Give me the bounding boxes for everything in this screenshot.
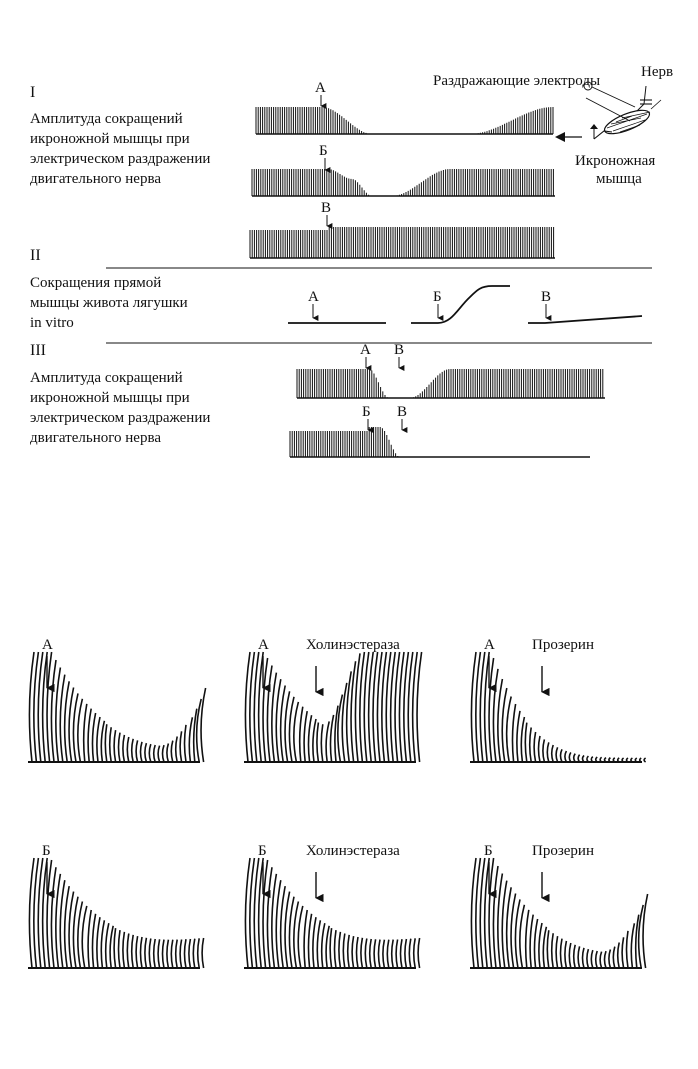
bottom-panel-2 xyxy=(244,637,422,762)
part2-description-line-2: мышцы живота лягушки xyxy=(30,295,188,311)
panel-marker-label: А xyxy=(258,637,269,653)
apparatus-muscle-label-2: мышца xyxy=(596,171,642,187)
section-label-ii: II xyxy=(30,247,41,264)
panel-marker-label: Б xyxy=(42,843,51,859)
trace-ii-c xyxy=(528,316,642,323)
marker-i-c: В xyxy=(321,200,332,216)
bottom-panel-3 xyxy=(470,637,646,762)
part2-description-line-3: in vitro xyxy=(30,315,74,331)
bottom-panels xyxy=(28,637,648,968)
part3-description-line-3: электрическом раздражении xyxy=(30,410,211,426)
bottom-panel-5 xyxy=(244,843,420,968)
part3-description-line-1: Амплитуда сокращений xyxy=(30,370,183,386)
part3-description-line-2: икроножной мышцы при xyxy=(30,390,190,406)
bottom-panel-6 xyxy=(470,843,648,968)
section-label-i: I xyxy=(30,84,36,101)
panel-marker-label: А xyxy=(42,637,53,653)
panel-agent-label: Холинэстераза xyxy=(306,843,400,859)
contraction-strokes xyxy=(297,369,603,398)
marker-i-b: Б xyxy=(319,143,328,159)
part1-description-line-1: Амплитуда сокращений xyxy=(30,111,183,127)
contraction-strokes xyxy=(250,227,554,258)
contraction-strokes xyxy=(471,858,647,968)
contraction-strokes xyxy=(29,652,205,762)
marker-iii-row1-a: А xyxy=(360,342,371,358)
panel-agent-label: Прозерин xyxy=(532,637,594,653)
marker-iii-row2-c: В xyxy=(397,404,408,420)
bottom-panel-1 xyxy=(28,637,206,762)
panel-marker-label: А xyxy=(484,637,495,653)
contraction-strokes xyxy=(29,858,203,968)
part2-description-line-1: Сокращения прямой xyxy=(30,275,162,291)
section-label-iii: III xyxy=(30,342,46,359)
panel-agent-label: Прозерин xyxy=(532,843,594,859)
trace-i-c xyxy=(250,227,555,258)
marker-i-a: А xyxy=(315,80,326,96)
contraction-strokes xyxy=(245,652,421,762)
part1-description-line-4: двигательного нерва xyxy=(30,171,161,187)
apparatus-muscle-label-1: Икроножная xyxy=(575,153,656,169)
contraction-strokes xyxy=(252,169,553,196)
marker-ii-a: А xyxy=(308,289,319,305)
marker-iii-row2-b: Б xyxy=(362,404,371,420)
part3-description-line-4: двигательного нерва xyxy=(30,430,161,446)
panel-marker-label: Б xyxy=(258,843,267,859)
marker-iii-row1-c: В xyxy=(394,342,405,358)
trace-ii-b xyxy=(411,286,510,323)
panel-marker-label: Б xyxy=(484,843,493,859)
apparatus-electrodes-label: Раздражающие электроды xyxy=(433,73,601,89)
panel-agent-label: Холинэстераза xyxy=(306,637,400,653)
marker-ii-b: Б xyxy=(433,289,442,305)
part1-description-line-3: электрическом раздражении xyxy=(30,151,211,167)
marker-ii-c: В xyxy=(541,289,552,305)
trace-iii-b xyxy=(290,427,590,457)
bottom-panel-4 xyxy=(28,843,204,968)
apparatus-nerve-label: Нерв xyxy=(641,64,674,80)
contraction-strokes xyxy=(245,858,419,968)
trace-iii-a xyxy=(297,369,605,398)
trace-i-b xyxy=(252,169,555,196)
contraction-strokes xyxy=(290,427,398,457)
contraction-strokes xyxy=(256,107,553,134)
trace-i-a xyxy=(256,107,553,134)
contraction-strokes xyxy=(471,652,645,762)
part1-description-line-2: икроножной мышцы при xyxy=(30,131,190,147)
